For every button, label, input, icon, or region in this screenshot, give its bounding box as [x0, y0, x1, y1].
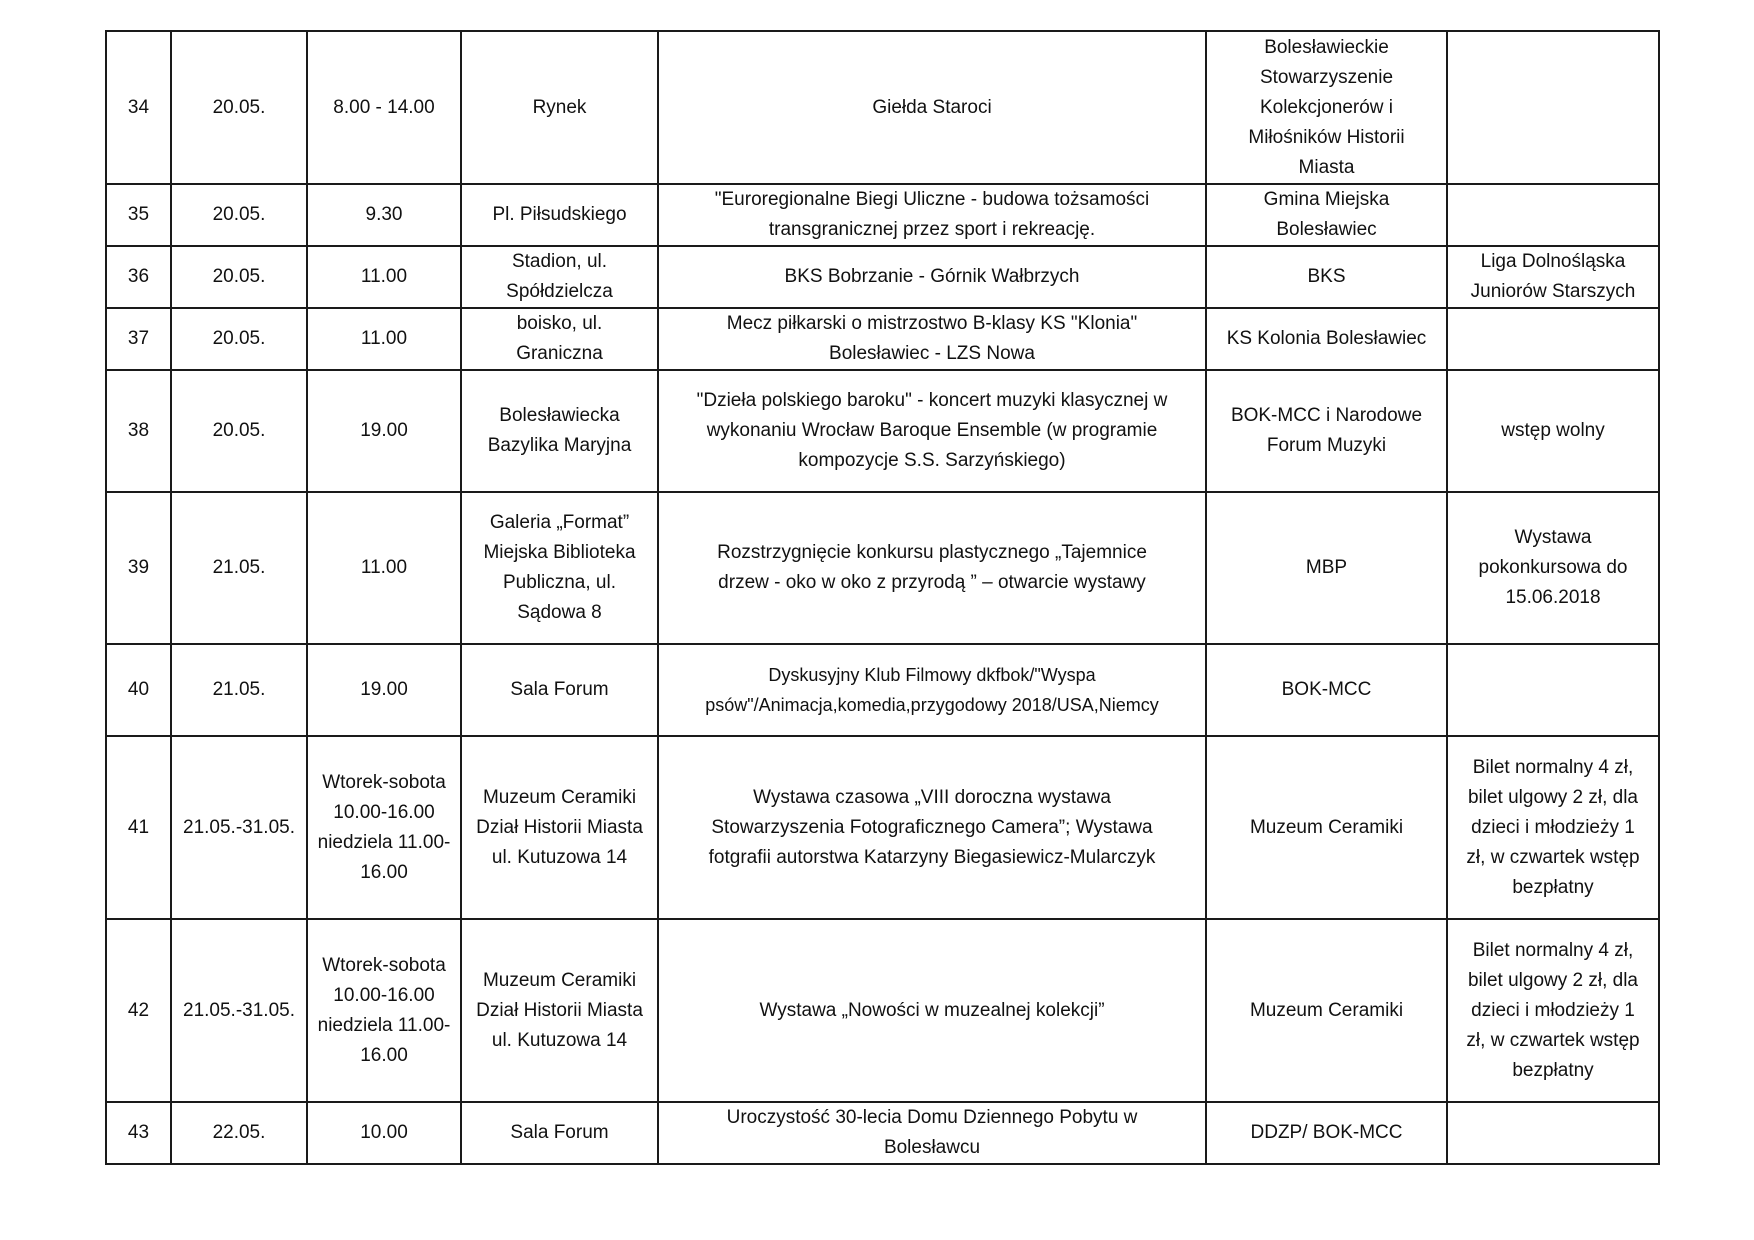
cell-notes	[1447, 308, 1659, 370]
cell-place: Muzeum Ceramiki Dział Historii Miasta ul. Kutuzowa 14	[461, 736, 658, 919]
cell-time: 8.00 - 14.00	[307, 31, 461, 184]
cell-event: BKS Bobrzanie - Górnik Wałbrzych	[658, 246, 1206, 308]
cell-date: 21.05.	[171, 644, 307, 736]
cell-time: Wtorek-sobota 10.00-16.00 niedziela 11.00- 16.00	[307, 736, 461, 919]
cell-event: Wystawa „Nowości w muzealnej kolekcji”	[658, 919, 1206, 1102]
cell-notes: Bilet normalny 4 zł, bilet ulgowy 2 zł, dla dzieci i młodzieży 1 zł, w czwartek wstęp bezpłatny	[1447, 736, 1659, 919]
cell-event: Dyskusyjny Klub Filmowy dkfbok/"Wyspa psów"/Animacja,komedia,przygodowy 2018/USA,Niemcy	[658, 644, 1206, 736]
cell-organizer: MBP	[1206, 492, 1447, 644]
cell-notes	[1447, 31, 1659, 184]
cell-nr: 42	[106, 919, 171, 1102]
table-row	[106, 184, 1659, 246]
table-row	[106, 644, 1659, 736]
cell-time: 19.00	[307, 370, 461, 492]
cell-place: Muzeum Ceramiki Dział Historii Miasta ul. Kutuzowa 14	[461, 919, 658, 1102]
cell-notes	[1447, 644, 1659, 736]
cell-event: Mecz piłkarski o mistrzostwo B-klasy KS "Klonia" Bolesławiec - LZS Nowa	[658, 308, 1206, 370]
cell-event: Rozstrzygnięcie konkursu plastycznego „Tajemnice drzew - oko w oko z przyrodą ” – otwarcie wystawy	[658, 492, 1206, 644]
cell-notes	[1447, 184, 1659, 246]
cell-notes: Liga Dolnośląska Juniorów Starszych	[1447, 246, 1659, 308]
cell-time: Wtorek-sobota 10.00-16.00 niedziela 11.00- 16.00	[307, 919, 461, 1102]
cell-nr: 38	[106, 370, 171, 492]
cell-date: 20.05.	[171, 246, 307, 308]
table-row	[106, 370, 1659, 492]
table-row	[106, 736, 1659, 919]
cell-notes: Wystawa pokonkursowa do 15.06.2018	[1447, 492, 1659, 644]
cell-notes: Bilet normalny 4 zł, bilet ulgowy 2 zł, dla dzieci i młodzieży 1 zł, w czwartek wstęp bezpłatny	[1447, 919, 1659, 1102]
cell-time: 11.00	[307, 246, 461, 308]
events-table	[105, 30, 1660, 1165]
table-row	[106, 31, 1659, 184]
cell-date: 22.05.	[171, 1102, 307, 1164]
cell-nr: 36	[106, 246, 171, 308]
cell-event: "Dzieła polskiego baroku" - koncert muzyki klasycznej w wykonaniu Wrocław Baroque Ensemble (w programie kompozycje S.S. Sarzyńskiego)	[658, 370, 1206, 492]
cell-date: 20.05.	[171, 31, 307, 184]
cell-organizer: Bolesławieckie Stowarzyszenie Kolekcjonerów i Miłośników Historii Miasta	[1206, 31, 1447, 184]
cell-notes: wstęp wolny	[1447, 370, 1659, 492]
cell-place: Rynek	[461, 31, 658, 184]
cell-nr: 43	[106, 1102, 171, 1164]
table-row	[106, 246, 1659, 308]
cell-organizer: DDZP/ BOK-MCC	[1206, 1102, 1447, 1164]
cell-event: Giełda Staroci	[658, 31, 1206, 184]
cell-organizer: Muzeum Ceramiki	[1206, 919, 1447, 1102]
cell-place: Sala Forum	[461, 1102, 658, 1164]
cell-place: Sala Forum	[461, 644, 658, 736]
cell-date: 20.05.	[171, 308, 307, 370]
cell-time: 19.00	[307, 644, 461, 736]
cell-time: 9.30	[307, 184, 461, 246]
table-row	[106, 1102, 1659, 1164]
cell-place: boisko, ul. Graniczna	[461, 308, 658, 370]
cell-nr: 35	[106, 184, 171, 246]
cell-organizer: BOK-MCC	[1206, 644, 1447, 736]
cell-time: 11.00	[307, 308, 461, 370]
table-row	[106, 919, 1659, 1102]
cell-organizer: Muzeum Ceramiki	[1206, 736, 1447, 919]
cell-nr: 40	[106, 644, 171, 736]
cell-date: 21.05.	[171, 492, 307, 644]
table-row	[106, 492, 1659, 644]
cell-nr: 41	[106, 736, 171, 919]
cell-event: "Euroregionalne Biegi Uliczne - budowa tożsamości transgranicznej przez sport i rekreację.	[658, 184, 1206, 246]
cell-nr: 37	[106, 308, 171, 370]
cell-date: 20.05.	[171, 184, 307, 246]
cell-organizer: BOK-MCC i Narodowe Forum Muzyki	[1206, 370, 1447, 492]
cell-organizer: Gmina Miejska Bolesławiec	[1206, 184, 1447, 246]
cell-place: Stadion, ul. Spółdzielcza	[461, 246, 658, 308]
cell-place: Bolesławiecka Bazylika Maryjna	[461, 370, 658, 492]
cell-place: Pl. Piłsudskiego	[461, 184, 658, 246]
cell-event: Uroczystość 30-lecia Domu Dziennego Pobytu w Bolesławcu	[658, 1102, 1206, 1164]
cell-organizer: KS Kolonia Bolesławiec	[1206, 308, 1447, 370]
cell-time: 11.00	[307, 492, 461, 644]
cell-date: 21.05.-31.05.	[171, 919, 307, 1102]
cell-date: 20.05.	[171, 370, 307, 492]
table-row	[106, 308, 1659, 370]
cell-organizer: BKS	[1206, 246, 1447, 308]
cell-date: 21.05.-31.05.	[171, 736, 307, 919]
cell-nr: 39	[106, 492, 171, 644]
cell-notes	[1447, 1102, 1659, 1164]
cell-event: Wystawa czasowa „VIII doroczna wystawa Stowarzyszenia Fotograficznego Camera”; Wystawa fotgrafii autorstwa Katarzyny Biegasiewicz-Mularczyk	[658, 736, 1206, 919]
cell-place: Galeria „Format” Miejska Biblioteka Publiczna, ul. Sądowa 8	[461, 492, 658, 644]
cell-time: 10.00	[307, 1102, 461, 1164]
cell-nr: 34	[106, 31, 171, 184]
